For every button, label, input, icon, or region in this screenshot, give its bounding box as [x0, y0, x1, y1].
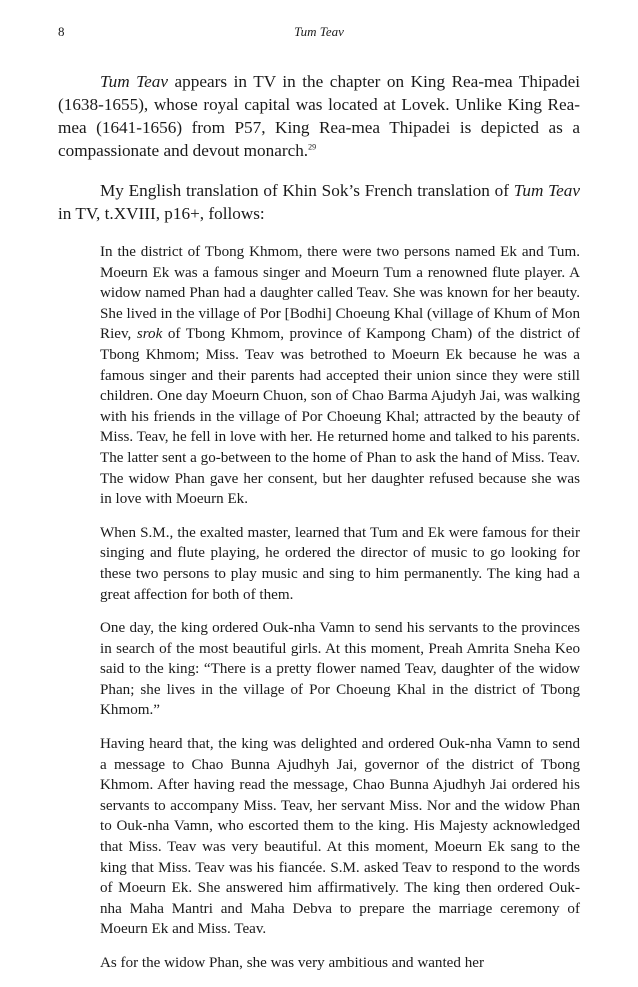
paragraph-intro: [58, 70, 580, 162]
quote-paragraph-1-text-a: In the district of Tbong Khmom, there were two persons named Ek and Tum. Moeurn Ek was a famous singer and Moeurn Tum a renowned flute player. A widow named Phan had a daughter called Teav. She was known for her beauty. She lived in the village of Por [Bodhi] Choeung Khal (village of Khum of Mon Riev,: [100, 244, 580, 343]
quote-paragraph-1-text-b: of Tbong Khmom, province of Kampong Cham) of the district of Tbong Khmom; Miss. Teav was betrothed to Moeurn Ek because he was a famous singer and their parents had accepted their union since they were still children. One day Moeurn Chuon, son of Chao Barma Ajudyh Jai, was walking with his friends in the village of Por Choeung Khal; attracted by the beauty of Miss. Teav, he fell in love with her. He returned home and talked to his parents. The latter sent a go-between to the home of Phan to ask the hand of Miss. Teav. The widow Phan gave her consent, but her daughter refused because she was in love with Moeurn Ek.: [100, 326, 580, 508]
paragraph-translation-note: [58, 179, 580, 225]
paragraph-intro-text: appears in TV in the chapter on King Rea-mea Thipadei (1638-1655), whose royal capital was located at Lovek. Unlike King Rea-mea (1641-1656) from P57, King Rea-mea Thipadei is depicted as a compassionate and devout monarch.: [58, 72, 580, 160]
italic-term-srok: srok: [136, 326, 163, 343]
running-title: Tum Teav: [294, 24, 344, 39]
quote-paragraph-2: When S.M., the exalted master, learned that Tum and Ek were famous for their singing and flute playing, he ordered the director of music to go looking for these two persons to play music and sing to him permanently. The king had a great affection for both of them.: [100, 524, 580, 603]
running-header: [58, 22, 580, 42]
paragraph-translation-text-a: My English translation of Khin Sok’s French translation of: [100, 181, 514, 200]
block-quote: [100, 242, 580, 974]
italic-title: Tum Teav: [513, 181, 580, 200]
quote-paragraph-1: [100, 242, 580, 510]
page-number: 8: [58, 24, 65, 39]
quote-paragraph-3: One day, the king ordered Ouk-nha Vamn to send his servants to the provinces in search of the most beautiful girls. At this moment, Preah Amrita Sneha Keo said to the king: “There is a pretty flower named Teav, daughter of the widow Phan; she lives in the village of Por Choeung Khal in the district of Tbong Khmom.”: [100, 620, 580, 719]
body-text: [58, 70, 580, 987]
footnote-marker[interactable]: 29: [308, 142, 317, 152]
italic-title: Tum Teav: [100, 72, 168, 91]
paragraph-translation-text-b: in TV, t.XVIII, p16+, follows:: [58, 204, 265, 223]
quote-paragraph-4: Having heard that, the king was delighted and ordered Ouk-nha Vamn to send a message to Chao Bunna Ajudhyh Jai, governor of the district of Tbong Khmom. After having read the message, Chao Bunna Ajudhyh Jai ordered his servants to accompany Miss. Teav, her servant Miss. Nor and the widow Phan to Ouk-nha Vamn, who escorted them to the king. His Majesty acknowledged that Miss. Teav was very beautiful. At this moment, Moeurn Ek sang to the king that Miss. Teav was his fiancée. S.M. asked Teav to respond to the words of Moeurn Ek. She answered him affirmatively. The king then ordered Ouk-nha Maha Mantri and Maha Debva to prepare the marriage ceremony of Moeurn Ek and Miss. Teav.: [100, 736, 580, 938]
quote-paragraph-5: As for the widow Phan, she was very ambitious and wanted her: [100, 955, 484, 971]
